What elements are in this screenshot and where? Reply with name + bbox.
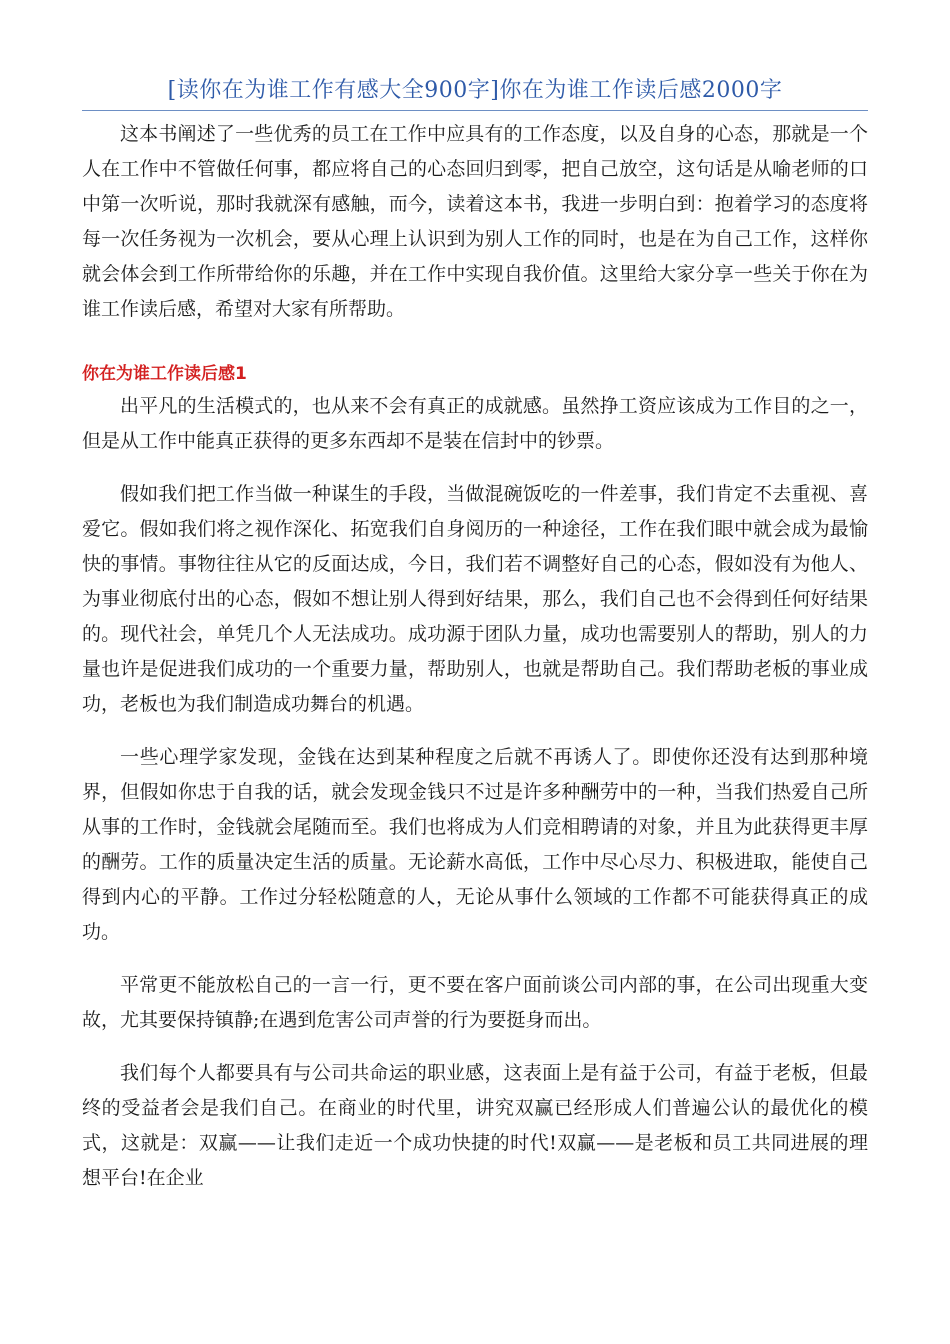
intro-paragraph: 这本书阐述了一些优秀的员工在工作中应具有的工作态度，以及自身的心态，那就是一个人在工作中不管做任何事，都应将自己的心态回归到零，把自己放空，这句话是从喻老师的口中第一次听说，那时我就深有感触，而今，读着这本书，我进一步明白到：抱着学习的态度将每一次任务视为一次机会，要从心理上认识到为别人工作的同时，也是在为自己工作，这样你就会体会到工作所带给你的乐趣，并在工作中实现自我价值。这里给大家分享一些关于你在为谁工作读后感，希望对大家有所帮助。 — [82, 123, 868, 320]
paragraph-gap — [82, 722, 868, 740]
document-body — [82, 117, 868, 1196]
body-paragraph-5: 我们每个人都要具有与公司共命运的职业感，这表面上是有益于公司，有益于老板，但最终的受益者会是我们自己。在商业的时代里，讲究双赢已经形成人们普遍公认的最优化的模式，这就是：双赢——让我们走近一个成功快捷的时代!双赢——是老板和员工共同进展的理想平台!在企业 — [82, 1062, 868, 1189]
section-heading: 你在为谁工作读后感1 — [82, 364, 247, 384]
paragraph-gap — [82, 1038, 868, 1056]
body-paragraph-2: 假如我们把工作当做一种谋生的手段，当做混碗饭吃的一件差事，我们肯定不去重视、喜爱它。假如我们将之视作深化、拓宽我们自身阅历的一种途径，工作在我们眼中就会成为最愉快的事情。事物往往从它的反面达成，今日，我们若不调整好自己的心态，假如没有为他人、为事业彻底付出的心态，假如不想让别人得到好结果，那么，我们自己也不会得到任何好结果的。现代社会，单凭几个人无法成功。成功源于团队力量，成功也需要别人的帮助，别人的力量也许是促进我们成功的一个重要力量，帮助别人，也就是帮助自己。我们帮助老板的事业成功，老板也为我们制造成功舞台的机遇。 — [82, 483, 868, 715]
paragraph-gap — [82, 327, 868, 345]
paragraph-gap — [82, 459, 868, 477]
page-header-title: [读你在为谁工作有感大全900字]你在为谁工作读后感2000字 — [167, 78, 783, 103]
body-paragraph-3: 一些心理学家发现，金钱在达到某种程度之后就不再诱人了。即使你还没有达到那种境界，但假如你忠于自我的话，就会发现金钱只不过是许多种酬劳中的一种，当我们热爱自己所从事的工作时，金钱就会尾随而至。我们也将成为人们竞相聘请的对象，并且为此获得更丰厚的酬劳。工作的质量决定生活的质量。无论薪水高低，工作中尽心尽力、积极进取，能使自己得到内心的平静。工作过分轻松随意的人，无论从事什么领域的工作都不可能获得真正的成功。 — [82, 746, 868, 943]
body-paragraph-1: 出平凡的生活模式的，也从来不会有真正的成就感。虽然挣工资应该成为工作目的之一，但是从工作中能真正获得的更多东西却不是装在信封中的钞票。 — [82, 395, 868, 452]
header-rule — [82, 110, 868, 111]
paragraph-gap — [82, 950, 868, 968]
body-paragraph-4: 平常更不能放松自己的一言一行，更不要在客户面前谈公司内部的事，在公司出现重大变故，尤其要保持镇静;在遇到危害公司声誉的行为要挺身而出。 — [82, 974, 868, 1031]
